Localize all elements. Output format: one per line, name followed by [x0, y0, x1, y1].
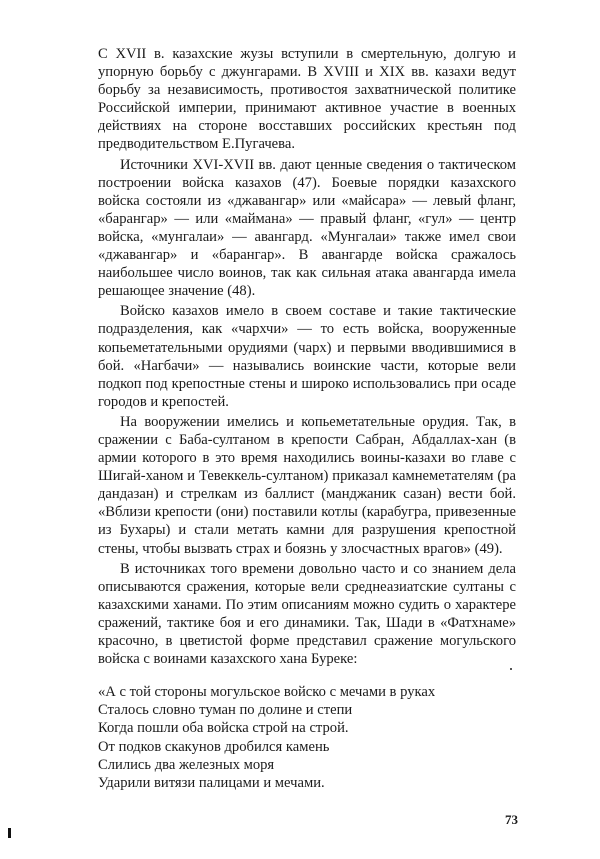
- verse-line: Сталось словно туман по долине и степи: [98, 702, 353, 719]
- paragraph: Источники XVI-XVII вв. дают ценные сведения о тактическом построении войска казахов (47). Боевые порядки казахского войска состояли из «джавангар» или «майсара» — левый фланг, «барангар» — или «маймана» — правый фланг, «гул» — центр войска, «мунгалаи» — авангард. «Мунгалаи» также имел свои «джавангар» и «барангар». В авангарде войска сражалось наибольшее число воинов, так как сильная атака авангарда имела решающее значение (48).: [98, 156, 516, 300]
- verse-line: Слились два железных моря: [98, 756, 275, 773]
- paragraph: В источниках того времени довольно часто и со знанием дела описываются сражения, которые вели среднеазиатские султаны с казахскими ханами. По этим описаниям можно судить о характере сражений, тактике боя и его динамики. Так, Шади в «Фатхнаме» красочно, в цветистой форме представил сражение могульского войска с воинами казахского хана Буреке:: [98, 560, 516, 668]
- scan-speck: [8, 828, 11, 838]
- scan-speck: [510, 668, 512, 670]
- verse-line: Ударили витязи палицами и мечами.: [98, 775, 325, 792]
- paragraph: На вооружении имелись и копьеметательные орудия. Так, в сражении с Баба-султаном в крепости Сабран, Абдаллах-хан (в армии которого в это время находились воины-казахи во главе с Шигай-ханом и Тевеккель-султаном) приказал камнеметателям (ра дандазан) и стрелкам из баллист (манджаник сазан) вести бой. «Вблизи крепости (они) поставили котлы (карабугра, привезенные из Бухары) и стали метать камни для разрушения крепостной стены, чтобы вызвать страх и боязнь у злосчастных врагов» (49).: [98, 413, 516, 557]
- body-text: [98, 45, 516, 668]
- page-number: 73: [505, 812, 518, 827]
- verse-quote: [98, 683, 538, 792]
- verse-line: «А с той стороны могульское войско с мечами в руках: [98, 684, 436, 700]
- verse-line: От подков скакунов дробился камень: [98, 738, 330, 755]
- verse-line: Когда пошли оба войска строй на строй.: [98, 720, 349, 737]
- paragraph: С XVII в. казахские жузы вступили в смертельную, долгую и упорную борьбу с джунгарами. В XVIII и XIX вв. казахи ведут борьбу за независимость, противостоя захватнической политике Российской империи, принимают активное участие в военных действиях на стороне восставших российских крестьян под предводительством Е.Пугачева.: [98, 46, 516, 153]
- paragraph: Войско казахов имело в своем составе и такие тактические подразделения, как «чархчи» — то есть войска, вооруженные копьеметательными орудиями (чарх) и первыми вводившимися в бой. «Нагбачи» — назывались воинские части, которые вели подкоп под крепостные стены и широко использовались при осаде городов и крепостей.: [98, 303, 516, 410]
